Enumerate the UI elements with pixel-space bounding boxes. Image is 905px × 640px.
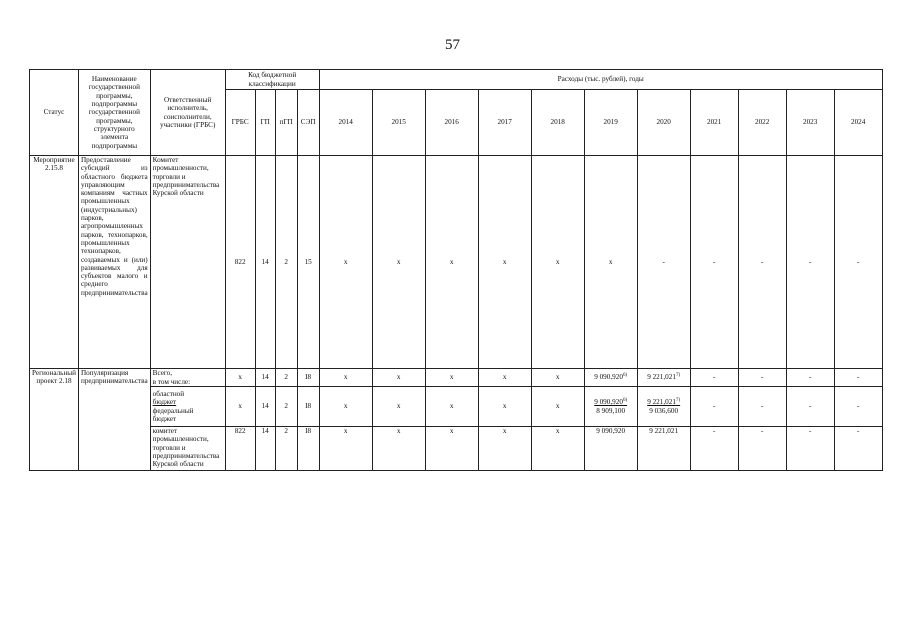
row1-value-2020: - — [637, 156, 690, 369]
row2-committee-label: комитет промышленности, торговли и предпринимательства Курской области — [150, 427, 225, 471]
row2-budget-value-2018: х — [531, 387, 584, 427]
row2-regional-2019 — [587, 398, 635, 406]
header-year-2024: 2024 — [834, 90, 882, 156]
row1-value-2014: х — [319, 156, 372, 369]
header-year-2018: 2018 — [531, 90, 584, 156]
footnote-6: 6) — [622, 373, 628, 379]
row1-name: Предоставление субсидий из областного бюджета управляющим компаниям частных промышленных (индустриальных) парков, агропромышленных парков, технопарков, промышленных технопарков, создаваемых и (или) развиваемых для субъектов малого и среднего предпринимательства — [78, 156, 150, 369]
row2-budget-label — [150, 387, 225, 427]
table-row — [30, 427, 883, 471]
row2-budget-code-gp: 14 — [255, 387, 275, 427]
row2-committee-value-2020: 9 221,021 — [637, 427, 690, 471]
row1-code-sep: 15 — [297, 156, 319, 369]
row2-total-code-pgp: 2 — [275, 369, 297, 387]
row2-total-value-2018: х — [531, 369, 584, 387]
row2-total-value-2022: - — [738, 369, 786, 387]
row2-total-label — [150, 369, 225, 387]
row2-committee-value-2018: х — [531, 427, 584, 471]
row1-value-2019: х — [584, 156, 637, 369]
header-code-grbs: ГРБС — [225, 90, 255, 156]
row2-total-value-2020 — [637, 369, 690, 387]
header-year-2020: 2020 — [637, 90, 690, 156]
row2-committee-code-gp: 14 — [255, 427, 275, 471]
row2-status: Региональный проект 2.18 — [30, 369, 79, 471]
row2-budget-value-2017: х — [478, 387, 531, 427]
row1-value-2016: х — [425, 156, 478, 369]
row2-total-value-2016: х — [425, 369, 478, 387]
footnote-7: 7) — [675, 373, 681, 379]
row2-total-code-sep: I8 — [297, 369, 319, 387]
header-expenses: Расходы (тыс. рублей), годы — [319, 70, 882, 90]
row2-total-code-gp: 14 — [255, 369, 275, 387]
row2-committee-value-2019: 9 090,920 — [584, 427, 637, 471]
row2-committee-code-sep: I8 — [297, 427, 319, 471]
table-row — [30, 156, 883, 369]
header-row-1 — [30, 70, 883, 90]
row2-name: Популяризация предпринимательства — [78, 369, 150, 471]
row2-total-value-2014: х — [319, 369, 372, 387]
row2-regional-label-a: областной — [152, 389, 185, 398]
row2-regional-2019-amount: 9 090,920 — [594, 398, 623, 407]
row2-regional-2020-amount: 9 221,021 — [647, 398, 676, 407]
header-year-2017: 2017 — [478, 90, 531, 156]
row2-budget-code-sep: I8 — [297, 387, 319, 427]
row1-code-grbs: 822 — [225, 156, 255, 369]
row2-total-value-2021: - — [690, 369, 738, 387]
row2-committee-value-2023: - — [786, 427, 834, 471]
row2-budget-value-2021: - — [690, 387, 738, 427]
row2-total-value-2024: - — [834, 369, 882, 387]
header-budget-code: Код бюджетной классификации — [225, 70, 319, 90]
row2-budget-value-2020 — [637, 387, 690, 427]
budget-table — [29, 69, 883, 471]
footnote-7: 7) — [675, 398, 681, 404]
row2-budget-value-2016: х — [425, 387, 478, 427]
header-code-gp: ГП — [255, 90, 275, 156]
page-number: 57 — [445, 37, 460, 53]
row1-value-2015: х — [372, 156, 425, 369]
row2-regional-2020 — [640, 398, 688, 406]
row2-regional-label-b: бюджет — [152, 398, 177, 407]
header-year-2019: 2019 — [584, 90, 637, 156]
header-code-sep: СЭП — [297, 90, 319, 156]
row1-value-2017: х — [478, 156, 531, 369]
row2-budget-value-2015: х — [372, 387, 425, 427]
table-row — [30, 387, 883, 427]
row2-budget-value-2024: - — [834, 387, 882, 427]
header-year-2014: 2014 — [319, 90, 372, 156]
header-code-pgp: пГП — [275, 90, 297, 156]
row2-budget-value-2014: х — [319, 387, 372, 427]
row1-value-2018: х — [531, 156, 584, 369]
row2-budget-value-2022: - — [738, 387, 786, 427]
row1-code-gp: 14 — [255, 156, 275, 369]
row2-committee-value-2015: х — [372, 427, 425, 471]
row2-total-value-2019 — [584, 369, 637, 387]
row2-budget-value-2019 — [584, 387, 637, 427]
row2-committee-value-2024: - — [834, 427, 882, 471]
row2-federal-2019: 8 909,100 — [596, 406, 626, 415]
row2-federal-2020: 9 036,600 — [649, 406, 679, 415]
header-year-2021: 2021 — [690, 90, 738, 156]
row1-responsible: Комитет промышленности, торговли и предпринимательства Курской области — [150, 156, 225, 369]
row1-value-2022: - — [738, 156, 786, 369]
row2-total-value-2019-amount: 9 090,920 — [594, 373, 623, 382]
row1-value-2021: - — [690, 156, 738, 369]
footnote-6: 6) — [622, 398, 628, 404]
row1-value-2024: - — [834, 156, 882, 369]
header-responsible: Ответственный исполнитель, соисполнители, участники (ГРБС) — [150, 70, 225, 156]
row2-total-value-2015: х — [372, 369, 425, 387]
header-year-2016: 2016 — [425, 90, 478, 156]
row2-total-value-2020-amount: 9 221,021 — [647, 373, 676, 382]
row2-total-value-2023: - — [786, 369, 834, 387]
header-name: Наименование государственной программы, подпрограммы государственной программы, структурного элемента подпрограммы — [78, 70, 150, 156]
row2-committee-value-2022: - — [738, 427, 786, 471]
row2-budget-code-grbs: х — [225, 387, 255, 427]
row2-committee-value-2021: - — [690, 427, 738, 471]
row2-budget-value-2023: - — [786, 387, 834, 427]
row2-total-value-2017: х — [478, 369, 531, 387]
header-year-2022: 2022 — [738, 90, 786, 156]
row2-federal-label-a: федеральный — [152, 406, 194, 415]
row2-budget-code-pgp: 2 — [275, 387, 297, 427]
row2-committee-value-2017: х — [478, 427, 531, 471]
row2-committee-code-pgp: 2 — [275, 427, 297, 471]
row2-total-label-a: Всего, — [152, 369, 173, 378]
row1-value-2023: - — [786, 156, 834, 369]
row2-total-code-grbs: х — [225, 369, 255, 387]
row1-status: Мероприятие 2.15.8 — [30, 156, 79, 369]
header-year-2023: 2023 — [786, 90, 834, 156]
row1-code-pgp: 2 — [275, 156, 297, 369]
table-row — [30, 369, 883, 387]
row2-total-label-b: в том числе: — [152, 377, 191, 386]
row2-committee-value-2014: х — [319, 427, 372, 471]
row2-federal-label-b: бюджет — [152, 414, 177, 423]
header-status: Статус — [30, 70, 79, 156]
header-year-2015: 2015 — [372, 90, 425, 156]
row2-committee-code-grbs: 822 — [225, 427, 255, 471]
row2-committee-value-2016: х — [425, 427, 478, 471]
